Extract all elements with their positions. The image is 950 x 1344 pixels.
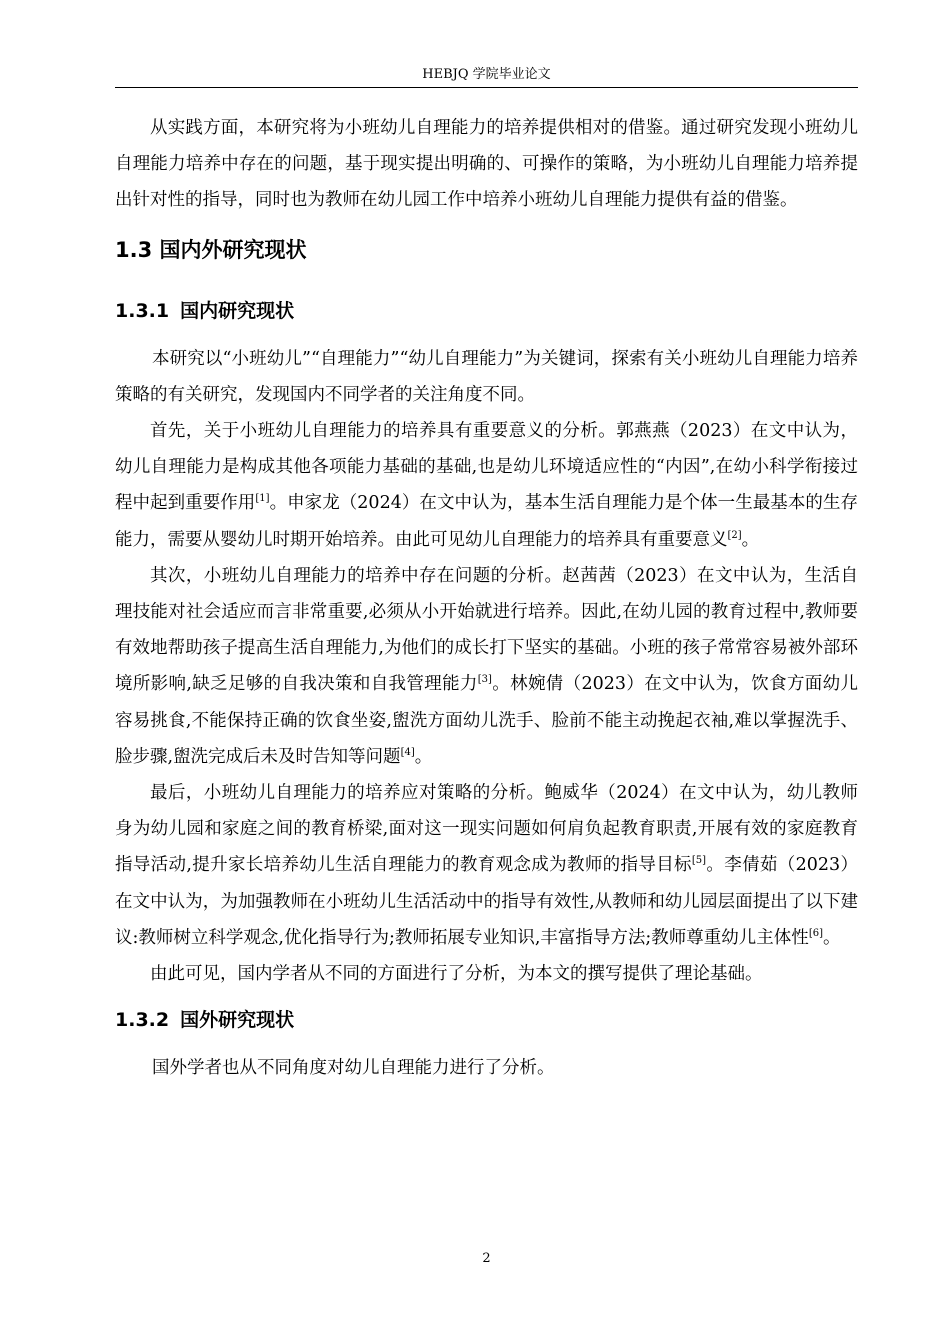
header-rule	[115, 87, 858, 88]
citation-2: [2]	[727, 529, 742, 541]
citation-5: [5]	[691, 855, 707, 867]
page-number: 2	[482, 1251, 491, 1266]
text-run: 。林婉倩（2023）在文中认为，饮食方面幼儿容易挑食,不能保持正确的饮食坐姿,盥洗方面幼儿洗手、脸前不能主动挽起衣袖,难以掌握洗手、脸步骤,盥洗完成后未及时告知等问题	[115, 674, 858, 767]
page-header: HEBJQ 学院毕业论文	[422, 67, 551, 82]
section-number: 1.3.2	[115, 1009, 170, 1032]
text-run: 首先，关于小班幼儿自理能力的培养具有重要意义的分析。郭燕燕（2023）在文中认为，幼儿自理能力是构成其他各项能力基础的基础,也是幼儿环境适应性的“内因”,在幼小科学衔接过程中起到重要作用	[115, 421, 858, 514]
paragraph-practical-significance: 从实践方面，本研究将为小班幼儿自理能力的培养提供相对的借鉴。通过研究发现小班幼儿自理能力培养中存在的问题，基于现实提出明确的、可操作的策略，为小班幼儿自理能力培养提出针对性的指导，同时也为教师在幼儿园工作中培养小班幼儿自理能力提供有益的借鉴。	[115, 118, 858, 211]
citation-3: [3]	[477, 674, 492, 686]
text-run: 最后，小班幼儿自理能力的培养应对策略的分析。鲍威华（2024）在文中认为，幼儿教师身为幼儿园和家庭之间的教育桥梁,面对这一现实问题如何肩负起教育职责,开展有效的家庭教育指导活动,提升家长培养幼儿生活自理能力的教育观念成为教师的指导目标	[115, 783, 858, 876]
text-run: 。	[741, 529, 760, 550]
citation-1: [1]	[255, 493, 270, 505]
citation-6: [6]	[808, 927, 823, 939]
citation-4: [4]	[400, 746, 415, 758]
page-body	[115, 110, 858, 1086]
paragraph-domestic-problems	[115, 558, 858, 775]
paragraph-foreign-intro: 国外学者也从不同角度对幼儿自理能力进行了分析。	[152, 1058, 555, 1079]
text-run: 。	[822, 927, 841, 948]
section-number: 1.3.1	[115, 299, 170, 322]
text-run: 。李倩茹（2023）在文中认为，为加强教师在小班幼儿生活活动中的指导有效性,从教师和幼儿园层面提出了以下建议:教师树立科学观念,优化指导行为;教师拓展专业知识,丰富指导方法;教师尊重幼儿主体性	[115, 855, 858, 948]
section-title: 国外研究现状	[180, 1009, 295, 1032]
section-heading-1-3: 1.3 国内外研究现状	[115, 237, 307, 262]
text-run: 其次，小班幼儿自理能力的培养中存在问题的分析。赵茜茜（2023）在文中认为，生活自理技能对社会适应而言非常重要,必须从小开始就进行培养。因此,在幼儿园的教育过程中,教师要有效地帮助孩子提高生活自理能力,为他们的成长打下坚实的基础。小班的孩子常常容易被外部环境所影响,缺乏足够的自我决策和自我管理能力	[115, 565, 858, 695]
paragraph-domestic-strategies	[115, 775, 858, 956]
paragraph-domestic-keywords: 本研究以“小班幼儿”“自理能力”“幼儿自理能力”为关键词，探索有关小班幼儿自理能力培养策略的有关研究，发现国内不同学者的关注角度不同。	[115, 348, 858, 405]
section-heading-1-3-2	[115, 992, 858, 1050]
section-title: 国内研究现状	[180, 299, 295, 322]
text-run: 。申家龙（2024）在文中认为，基本生活自理能力是个体一生最基本的生存能力，需要从婴幼儿时期开始培养。由此可见幼儿自理能力的培养具有重要意义	[115, 493, 858, 550]
paragraph-domestic-summary: 由此可见，国内学者从不同的方面进行了分析，为本文的撰写提供了理论基础。	[150, 964, 763, 985]
paragraph-domestic-significance	[115, 413, 858, 558]
text-run: 。	[414, 746, 433, 767]
section-heading-1-3-1	[115, 283, 858, 341]
